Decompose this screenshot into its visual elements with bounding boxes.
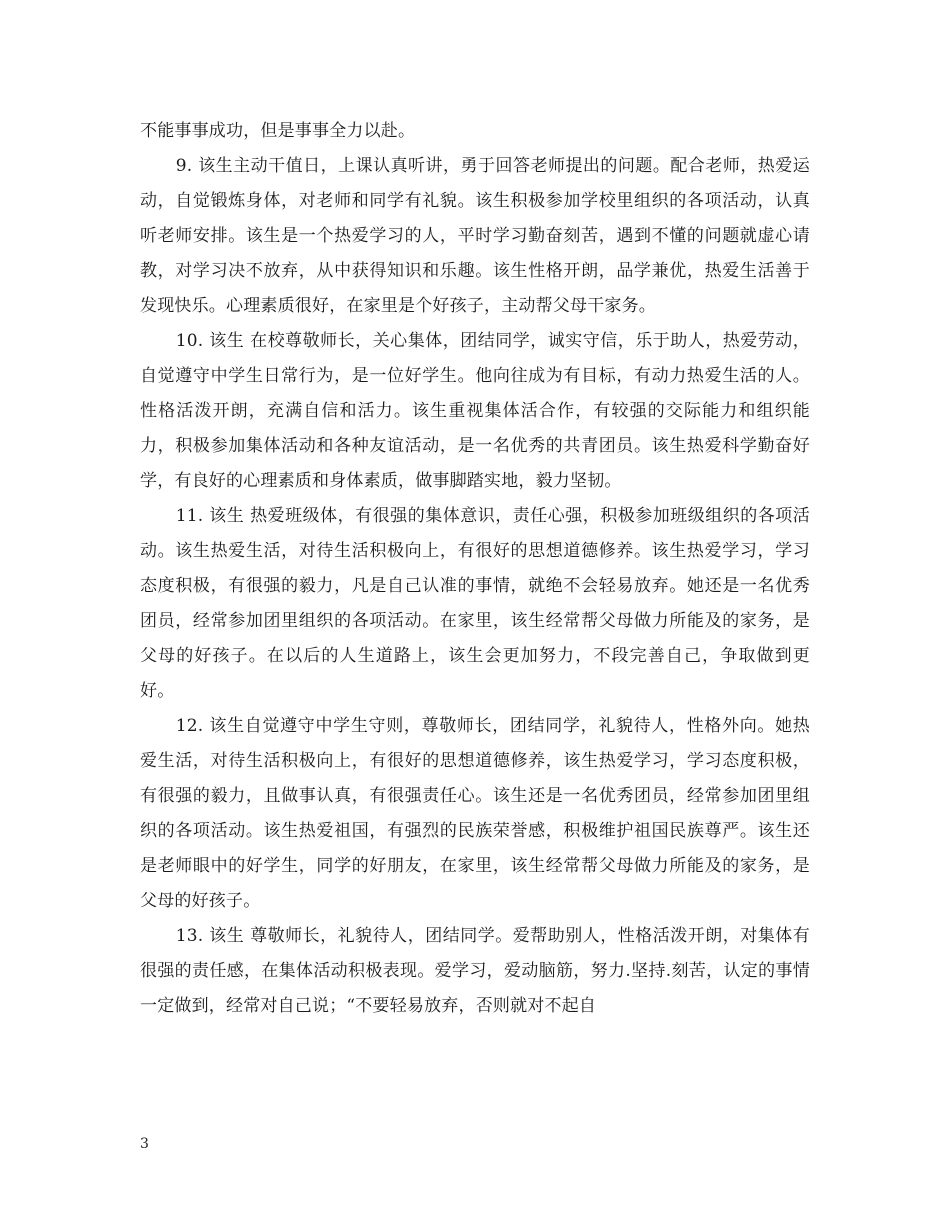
- paragraph-continuation: 不能事事成功，但是事事全力以赴。: [140, 121, 416, 141]
- paragraph-item-12: 12. 该生自觉遵守中学生守则，尊敬师长，团结同学，礼貌待人，性格外向。她热爱生活，对待生活积极向上，有很好的思想道德修养，该生热爱学习，学习态度积极，有很强的毅力，且做事认真，有很强责任心。该生还是一名优秀团员，经常参加团里组织的各项活动。该生热爱祖国，有强烈的民族荣誉感，积极维护祖国民族尊严。该生还是老师眼中的好学生，同学的好朋友，在家里，该生经常帮父母做力所能及的家务，是父母的好孩子。: [140, 716, 810, 911]
- paragraph-item-9: 9. 该生主动干值日，上课认真听讲，勇于回答老师提出的问题。配合老师，热爱运动，自觉锻炼身体，对老师和同学有礼貌。该生积极参加学校里组织的各项活动，认真听老师安排。该生是一个热爱学习的人，平时学习勤奋刻苦，遇到不懂的问题就虚心请教，对学习决不放弃，从中获得知识和乐趣。该生性格开朗，品学兼优，热爱生活善于发现快乐。心理素质很好，在家里是个好孩子，主动帮父母干家务。: [140, 156, 810, 316]
- paragraph-item-13: 13. 该生 尊敬师长，礼貌待人，团结同学。爱帮助别人，性格活泼开朗，对集体有很强的责任感，在集体活动积极表现。爱学习，爱动脑筋，努力.坚持.刻苦，认定的事情一定做到，经常对自己说；“不要轻易放弃，否则就对不起自: [140, 926, 810, 1016]
- paragraph-item-11: 11. 该生 热爱班级体，有很强的集体意识，责任心强，积极参加班级组织的各项活动。该生热爱生活，对待生活积极向上，有很好的思想道德修养。该生热爱学习，学习态度积极，有很强的毅力，凡是自己认准的事情，就绝不会轻易放弃。她还是一名优秀团员，经常参加团里组织的各项活动。在家里，该生经常帮父母做力所能及的家务，是父母的好孩子。在以后的人生道路上，该生会更加努力，不段完善自己，争取做到更好。: [140, 506, 810, 701]
- document-body: [140, 114, 810, 1024]
- page-number: 3: [140, 1136, 149, 1152]
- paragraph-item-10: 10. 该生 在校尊敬师长，关心集体，团结同学，诚实守信，乐于助人，热爱劳动，自觉遵守中学生日常行为，是一位好学生。他向往成为有目标，有动力热爱生活的人。性格活泼开朗，充满自信和活力。该生重视集体活合作，有较强的交际能力和组织能力，积极参加集体活动和各种友谊活动，是一名优秀的共青团员。该生热爱科学勤奋好学，有良好的心理素质和身体素质，做事脚踏实地，毅力坚韧。: [140, 331, 810, 491]
